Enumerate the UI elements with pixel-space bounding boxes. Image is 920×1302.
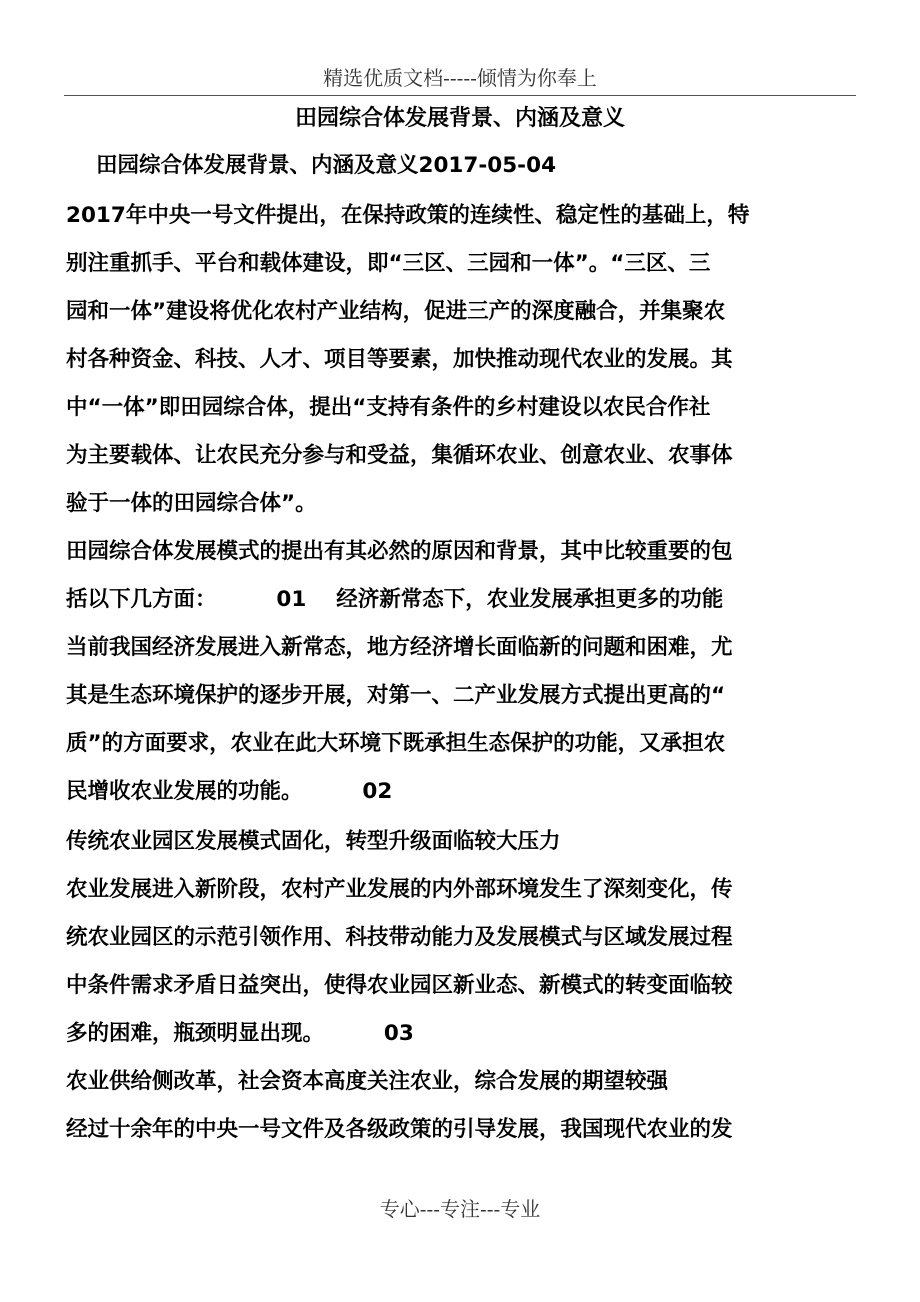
body-line: 2017年中央一号文件提出，在保持政策的连续性、稳定性的基础上，特 bbox=[66, 203, 750, 228]
body-line: 括以下几方面： 01 经济新常态下，农业发展承担更多的功能 bbox=[66, 587, 724, 612]
body-line: 别注重抓手、平台和载体建设，即“三区、三园和一体”。“三区、三 bbox=[66, 251, 711, 276]
body-line: 多的困难，瓶颈明显出现。 03 bbox=[66, 1021, 414, 1046]
body-line: 经过十余年的中央一号文件及各级政策的引导发展，我国现代农业的发 bbox=[66, 1117, 733, 1142]
subtitle-line: 田园综合体发展背景、内涵及意义2017-05-04 bbox=[96, 153, 557, 178]
body-line: 民增收农业发展的功能。 02 bbox=[66, 779, 393, 804]
body-line: 验于一体的田园综合体”。 bbox=[66, 491, 317, 516]
body-line: 统农业园区的示范引领作用、科技带动能力及发展模式与区域发展过程 bbox=[66, 925, 733, 950]
body-line: 质”的方面要求，农业在此大环境下既承担生态保护的功能，又承担农 bbox=[66, 731, 726, 756]
page-header: 精选优质文档-----倾情为你奉上 bbox=[323, 66, 597, 90]
page-footer: 专心---专注---专业 bbox=[379, 1197, 541, 1221]
body-line: 为主要载体、让农民充分参与和受益，集循环农业、创意农业、农事体 bbox=[66, 443, 733, 468]
section-heading: 农业供给侧改革，社会资本高度关注农业，综合发展的期望较强 bbox=[66, 1069, 669, 1094]
header-divider bbox=[64, 95, 856, 96]
body-line: 农业发展进入新阶段，农村产业发展的内外部环境发生了深刻变化，传 bbox=[66, 877, 733, 902]
section-heading: 传统农业园区发展模式固化，转型升级面临较大压力 bbox=[66, 829, 561, 854]
body-line: 园和一体”建设将优化农村产业结构，促进三产的深度融合，并集聚农 bbox=[66, 299, 726, 324]
body-line: 其是生态环境保护的逐步开展，对第一、二产业发展方式提出更高的“ bbox=[66, 683, 726, 708]
body-line: 当前我国经济发展进入新常态，地方经济增长面临新的问题和困难，尤 bbox=[66, 635, 733, 660]
body-line: 中条件需求矛盾日益突出，使得农业园区新业态、新模式的转变面临较 bbox=[66, 973, 733, 998]
document-title: 田园综合体发展背景、内涵及意义 bbox=[294, 106, 625, 131]
body-line: 中“一体”即田园综合体，提出“支持有条件的乡村建设以农民合作社 bbox=[66, 395, 711, 420]
body-line: 田园综合体发展模式的提出有其必然的原因和背景，其中比较重要的包 bbox=[66, 539, 733, 564]
body-line: 村各种资金、科技、人才、项目等要素，加快推动现代农业的发展。其 bbox=[66, 347, 733, 372]
